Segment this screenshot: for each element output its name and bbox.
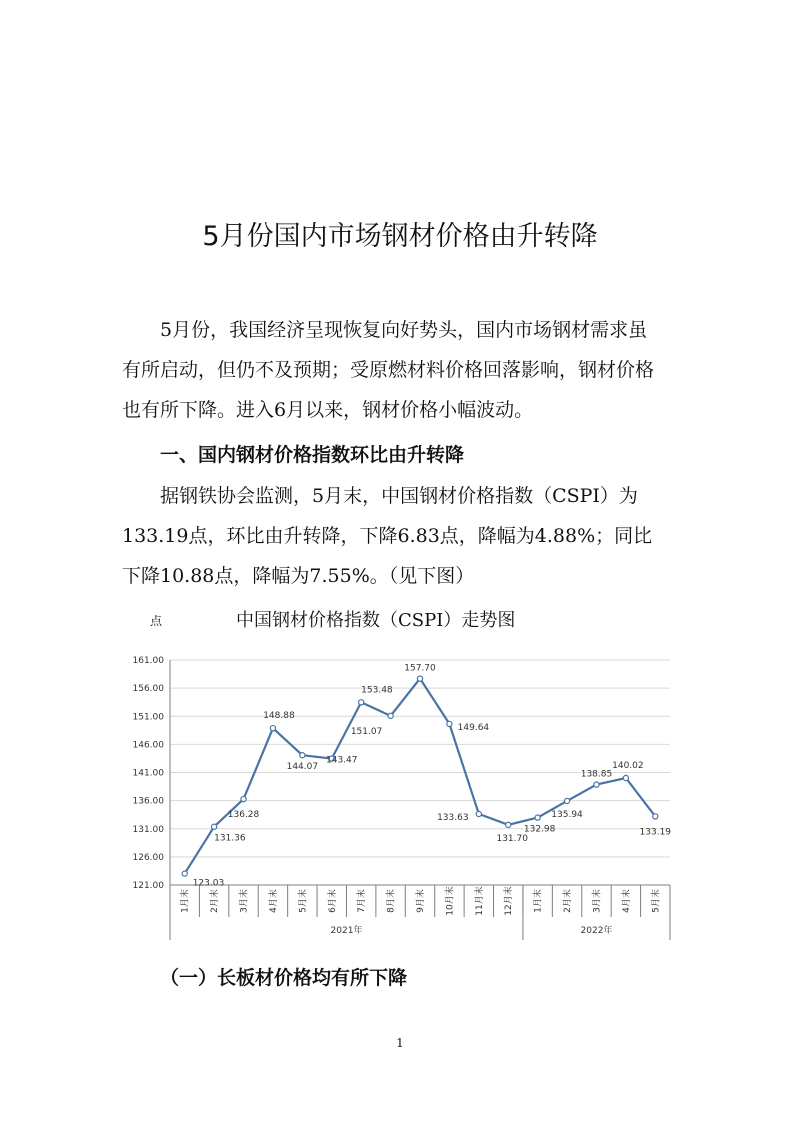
data-label: 148.88	[263, 711, 295, 722]
data-label: 131.36	[214, 833, 246, 844]
data-point	[212, 824, 217, 829]
y-tick-label: 146.00	[132, 740, 164, 751]
subsection-heading: （一）长板材价格均有所下降	[160, 967, 408, 989]
y-tick-label: 141.00	[132, 768, 164, 779]
data-label: 133.63	[437, 812, 469, 823]
x-tick-label: 2月末	[563, 889, 574, 913]
x-tick-label: 6月末	[327, 889, 338, 913]
text-line: 5月份，我国经济呈现恢复向好势头，国内市场钢材需求虽	[160, 319, 648, 341]
y-tick-label: 131.00	[132, 824, 164, 835]
y-tick-label: 151.00	[132, 712, 164, 723]
x-tick-label: 4月末	[621, 889, 632, 913]
text-line: 有所启动，但仍不及预期；受原燃材料价格回落影响，钢材价格	[122, 359, 655, 381]
data-label: 151.07	[350, 726, 383, 737]
data-point	[270, 726, 275, 731]
x-tick-label: 11月末	[474, 886, 485, 916]
data-label: 153.48	[361, 685, 393, 696]
data-point	[182, 871, 187, 876]
data-label: 136.28	[227, 810, 260, 821]
data-point	[535, 815, 540, 820]
data-point	[447, 721, 452, 726]
chart-unit-label: 点	[150, 614, 163, 628]
x-tick-label: 1月末	[180, 889, 191, 913]
x-tick-label: 1月末	[533, 889, 544, 913]
data-point	[653, 814, 658, 819]
data-point	[623, 775, 628, 780]
data-point	[388, 713, 393, 718]
y-tick-label: 136.00	[132, 796, 164, 807]
y-tick-label: 161.00	[132, 656, 164, 666]
x-tick-label: 12月末	[504, 886, 515, 916]
data-label: 131.70	[496, 833, 528, 844]
chart-title: 中国钢材价格指数（CSPI）走势图	[236, 610, 516, 631]
data-point	[594, 782, 599, 787]
data-label: 157.70	[404, 663, 436, 674]
text-line: 也有所下降。进入6月以来，钢材价格小幅波动。	[122, 399, 534, 421]
y-tick-label: 126.00	[132, 852, 164, 863]
x-tick-label: 9月末	[416, 889, 426, 913]
data-point	[241, 796, 246, 801]
text-line: 133.19点，环比由升转降，下降6.83点，降幅为4.88%；同比	[122, 525, 653, 547]
data-label: 140.02	[612, 761, 644, 772]
data-label: 135.94	[551, 809, 583, 820]
data-point	[359, 700, 364, 705]
text-line: 下降10.88点，降幅为7.55%。（见下图）	[122, 565, 475, 587]
x-tick-label: 4月末	[268, 889, 279, 913]
data-label: 149.64	[457, 722, 490, 733]
data-label: 123.03	[192, 878, 225, 889]
data-point	[564, 798, 569, 803]
data-label: 143.47	[326, 755, 358, 766]
cspi-line-chart	[120, 645, 680, 945]
document-title: 5月份国内市场钢材价格由升转降	[202, 221, 598, 252]
x-tick-label: 8月末	[386, 889, 397, 913]
intro-paragraph	[122, 310, 682, 430]
data-label: 133.19	[639, 827, 672, 838]
y-tick-label: 156.00	[132, 684, 164, 695]
y-tick-label: 121.00	[132, 881, 164, 891]
page-number: 1	[396, 1036, 404, 1050]
group-label: 2021年	[330, 926, 363, 936]
group-label: 2022年	[580, 926, 613, 936]
text-line: 据钢铁协会监测，5月末，中国钢材价格指数（CSPI）为	[160, 485, 638, 507]
x-tick-label: 3月末	[239, 889, 250, 913]
data-point	[476, 811, 481, 816]
data-label: 144.07	[286, 762, 319, 773]
data-label: 132.98	[523, 824, 556, 835]
x-tick-label: 2月末	[210, 889, 221, 913]
x-tick-label: 5月末	[651, 889, 662, 913]
x-tick-label: 10月末	[445, 886, 456, 916]
section-heading: 一、国内钢材价格指数环比由升转降	[160, 444, 465, 466]
x-tick-label: 3月末	[592, 889, 603, 913]
section1-paragraph	[122, 476, 682, 596]
data-point	[506, 822, 511, 827]
x-tick-label: 7月末	[357, 889, 368, 913]
data-point	[417, 676, 422, 681]
data-point	[300, 753, 305, 758]
x-tick-label: 5月末	[298, 889, 309, 913]
data-label: 138.85	[580, 769, 613, 780]
